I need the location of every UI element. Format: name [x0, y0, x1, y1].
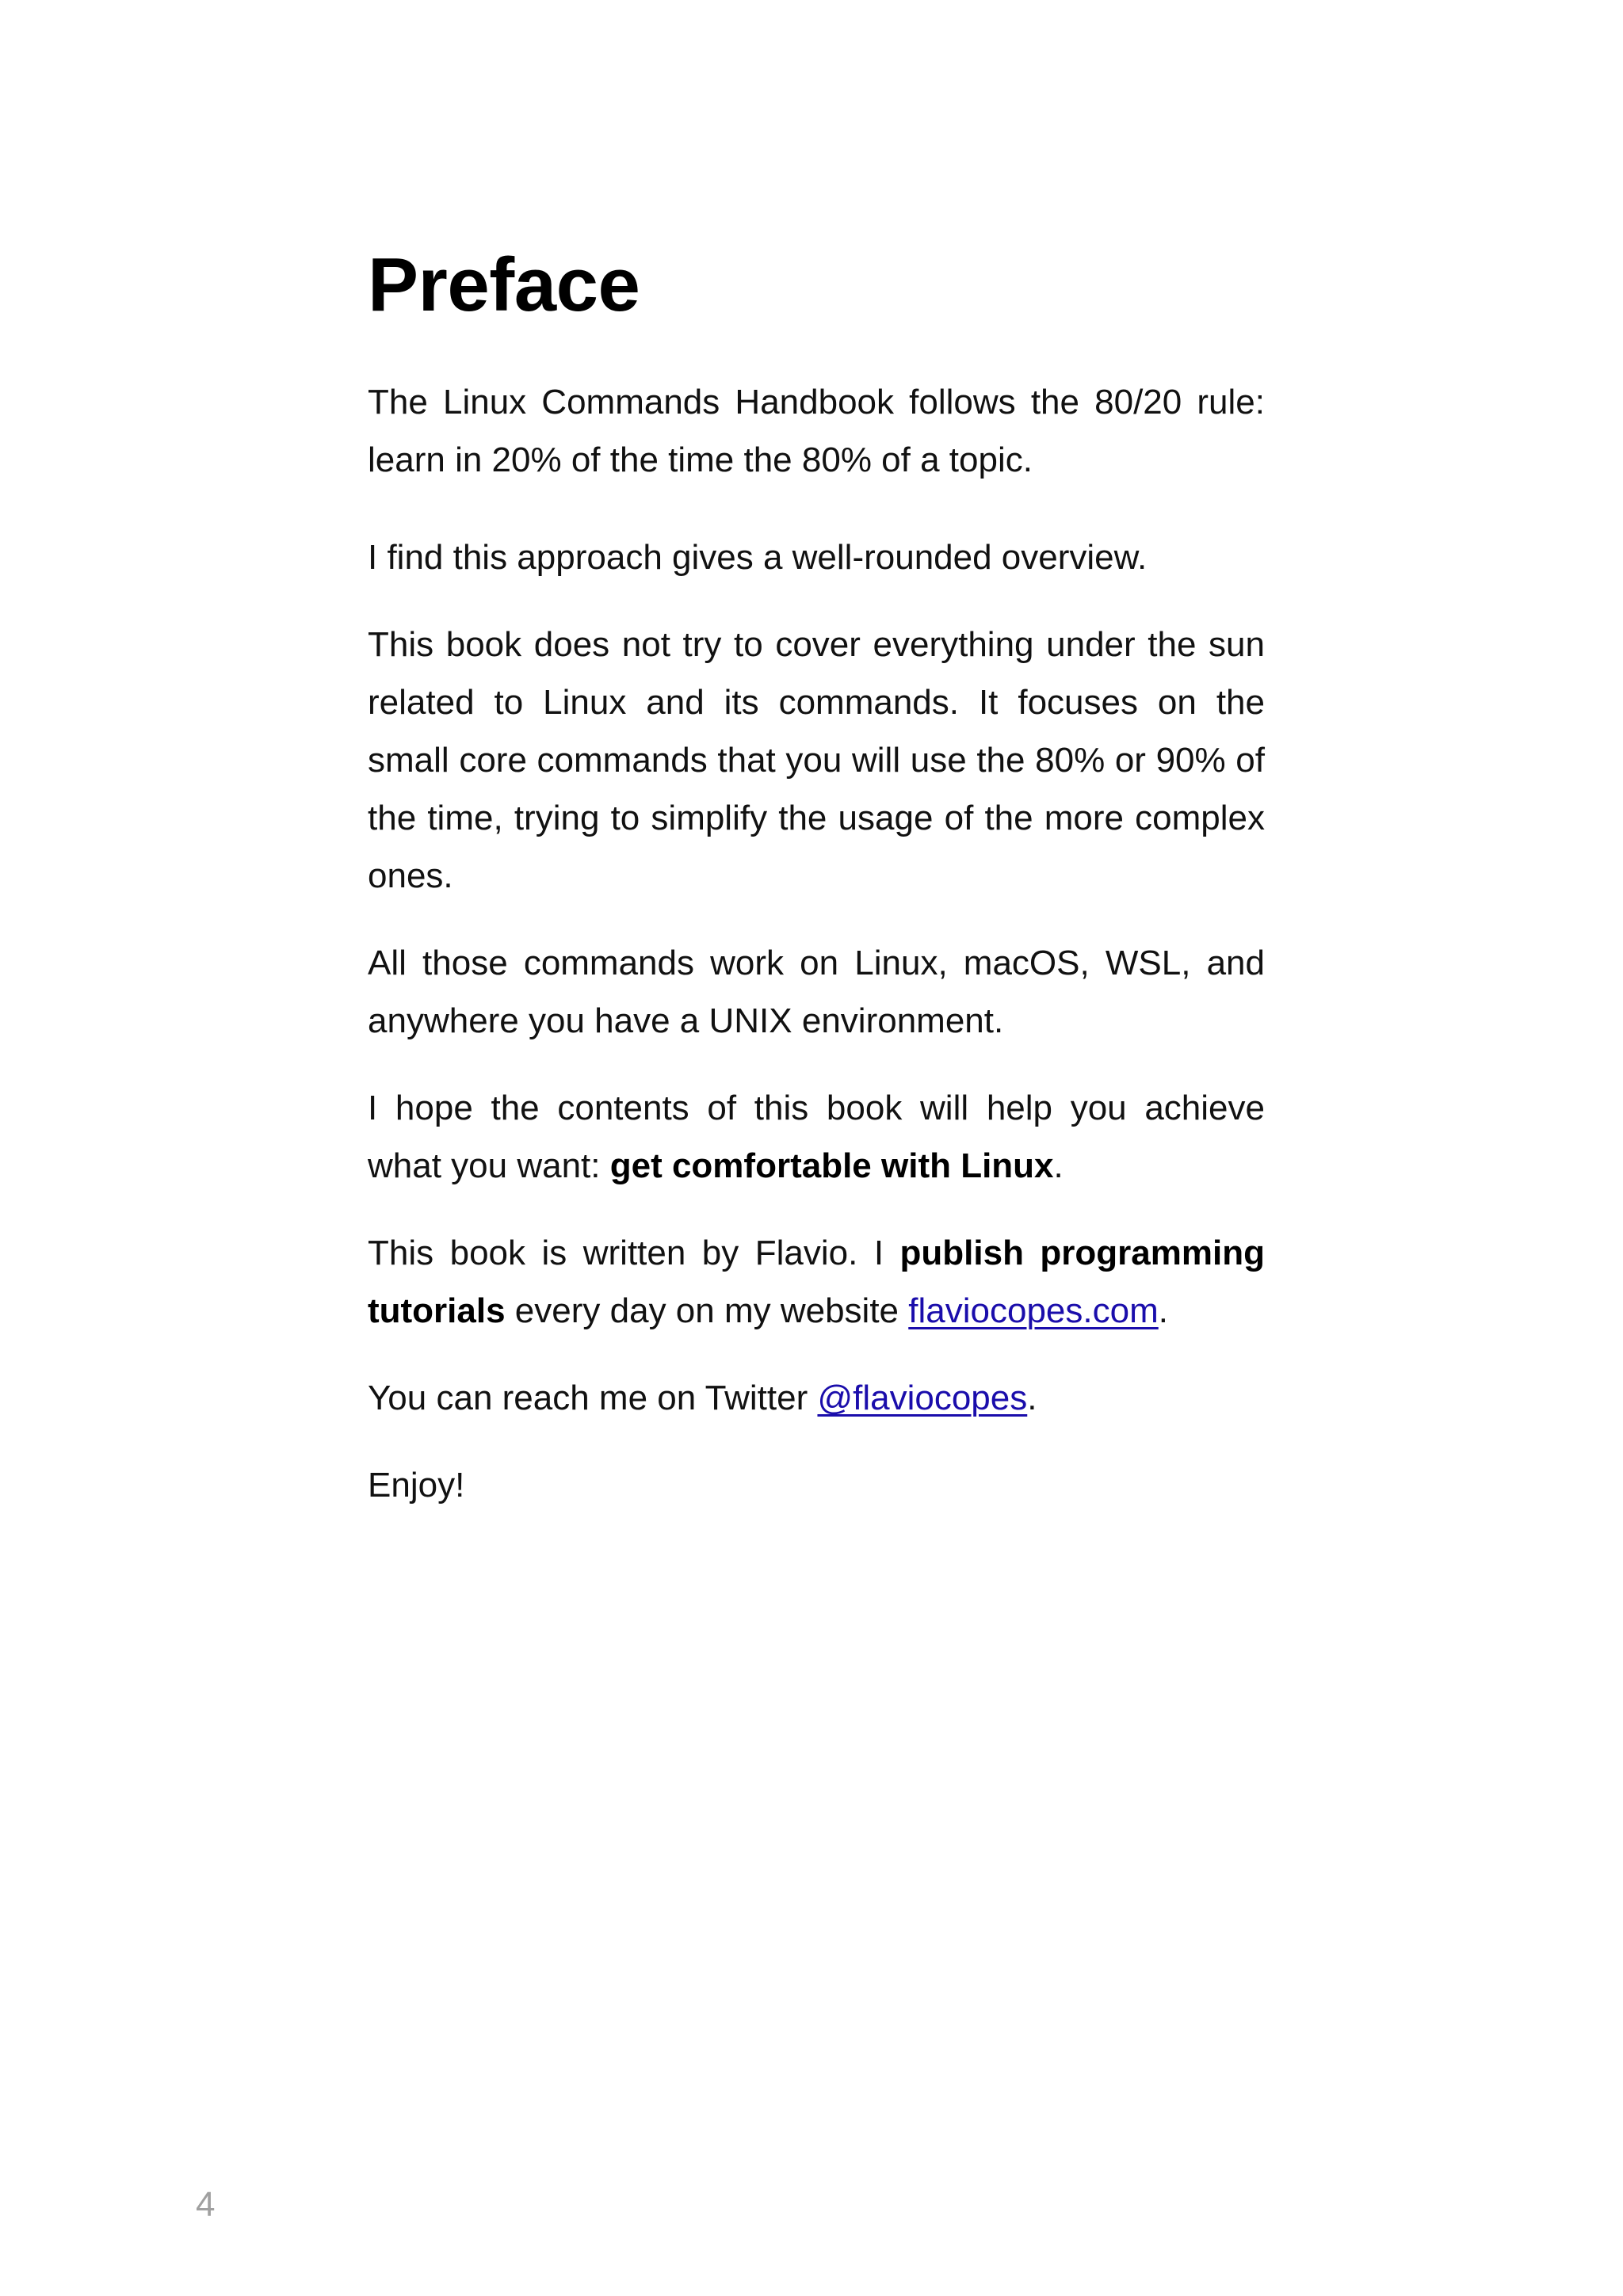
- twitter-period: .: [1027, 1379, 1037, 1418]
- author-period: .: [1158, 1291, 1168, 1331]
- preface-section: [368, 242, 1265, 1543]
- website-link[interactable]: flaviocopes.com: [908, 1291, 1159, 1331]
- goal-emphasis: get comfortable with Linux: [609, 1146, 1054, 1186]
- paragraph-platforms: All those commands work on Linux, macOS, WSL, and anywhere you have a UNIX environment.: [368, 944, 1265, 1041]
- paragraph-enjoy: Enjoy!: [368, 1466, 465, 1505]
- page-title: Preface: [368, 242, 640, 327]
- paragraph-author: [368, 1224, 1265, 1340]
- twitter-text: You can reach me on Twitter: [368, 1379, 818, 1418]
- author-text-middle: every day on my website: [505, 1291, 909, 1331]
- paragraph-twitter: [368, 1369, 1265, 1427]
- paragraph-approach: I find this approach gives a well-rounded overview.: [368, 538, 1148, 578]
- page-number: 4: [196, 2185, 216, 2224]
- twitter-link[interactable]: @flaviocopes: [817, 1379, 1028, 1418]
- author-text: This book is written by Flavio. I: [368, 1234, 900, 1273]
- paragraph-80-20-rule: The Linux Commands Handbook follows the 80/20 rule: learn in 20% of the time the 80% of a topic.: [368, 383, 1265, 480]
- paragraph-scope: This book does not try to cover everything under the sun related to Linux and its commands. It focuses on the small core commands that you will use the 80% or 90% of the time, trying to simplify the usage of the more complex ones.: [368, 625, 1265, 896]
- author-emphasis: publish programming tutorials: [368, 1234, 1265, 1331]
- goal-text: I hope the contents of this book will help you achieve what you want:: [368, 1089, 1265, 1186]
- goal-period: .: [1053, 1146, 1064, 1186]
- paragraph-goal: [368, 1079, 1265, 1195]
